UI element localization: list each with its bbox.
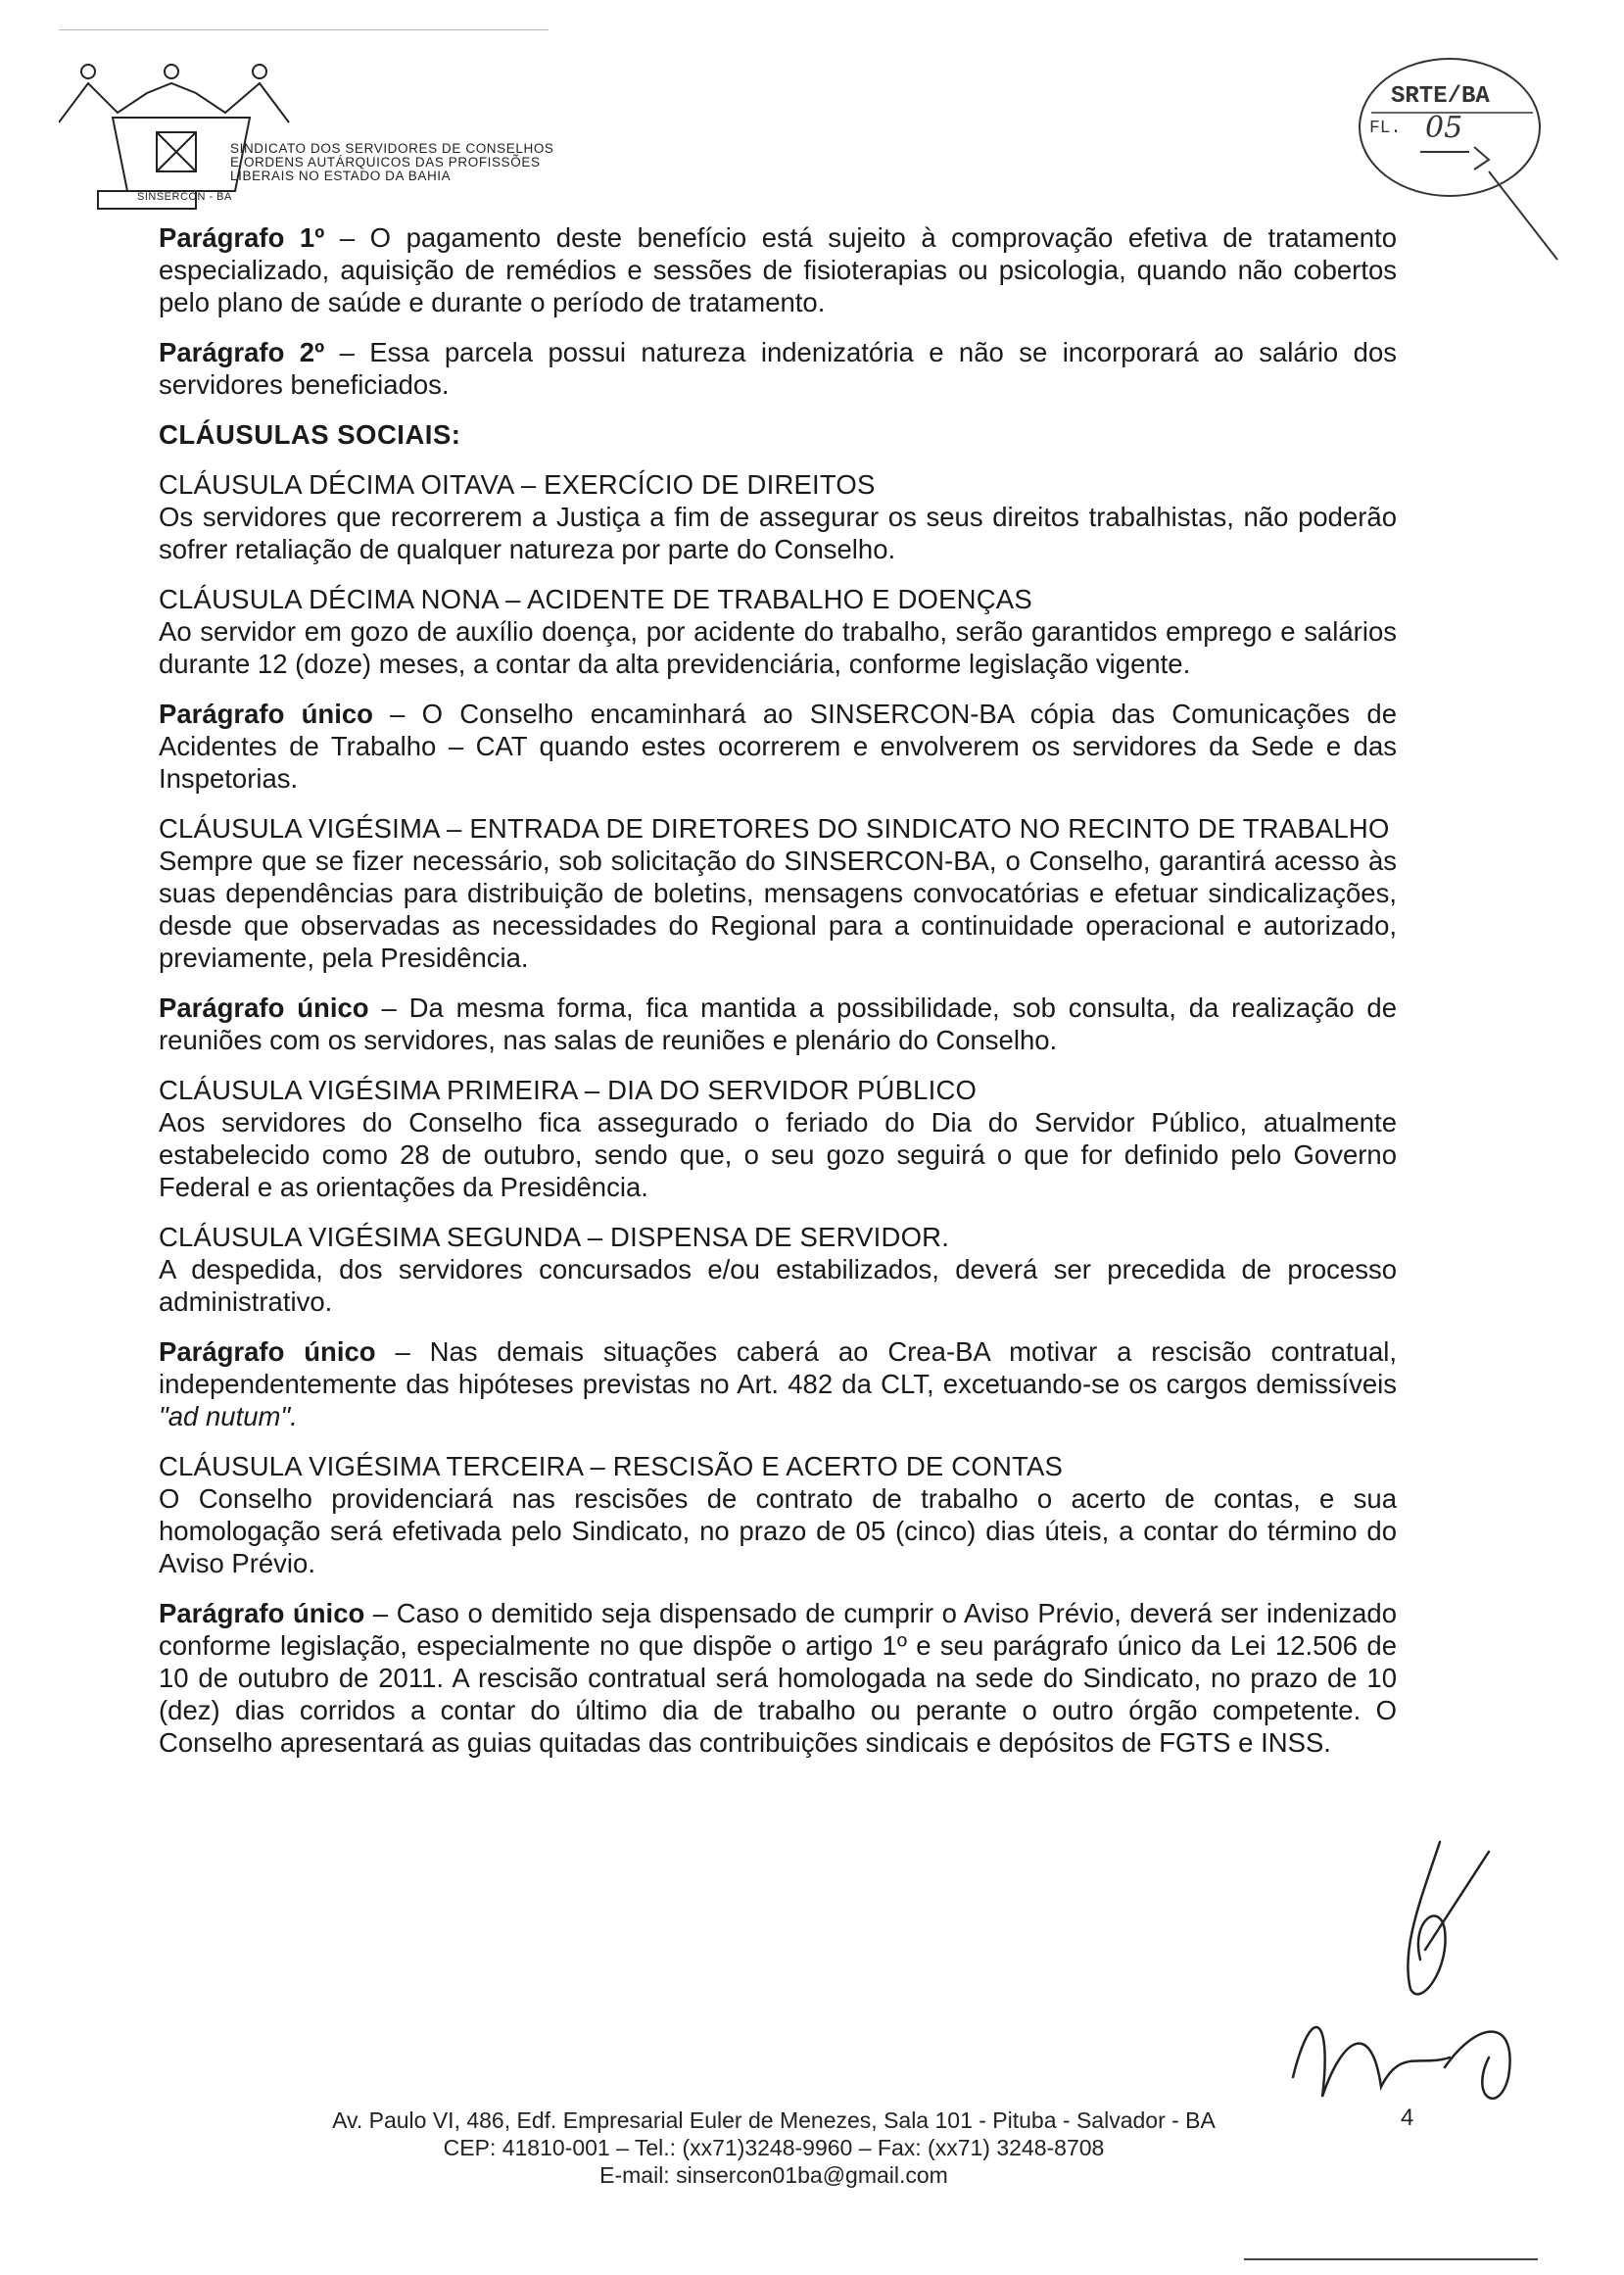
clause-19 — [159, 583, 1397, 680]
paragraph-text: – Nas demais situações caberá ao Crea-BA motivar a rescisão contratual, independentemente das hipóteses previstas no Art. 482 da CLT, excetuando-se os cargos demissíveis — [159, 1336, 1397, 1399]
footer-rule — [1244, 2258, 1538, 2260]
sinsercon-logo — [59, 54, 568, 211]
footer — [235, 2106, 1313, 2189]
clause-title: CLÁUSULA VIGÉSIMA PRIMEIRA – DIA DO SERVIDOR PÚBLICO — [159, 1075, 978, 1105]
clause-title: CLÁUSULA VIGÉSIMA – ENTRADA DE DIRETORES DO SINDICATO NO RECINTO DE TRABALHO — [159, 813, 1390, 844]
paragraph-label: Parágrafo único — [159, 1598, 365, 1628]
clause-23-sole-paragraph — [159, 1597, 1397, 1759]
clause-19-sole-paragraph — [159, 698, 1397, 795]
paragraph-1 — [159, 221, 1397, 318]
paragraph-text: – Da mesma forma, fica mantida a possibilidade, sob consulta, da realização de reuniões com os servidores, nas salas de reuniões e plenário do Conselho. — [159, 992, 1397, 1055]
clause-20 — [159, 812, 1397, 974]
footer-phones: CEP: 41810-001 – Tel.: (xx71)3248-9960 – Fax: (xx71) 3248-8708 — [443, 2135, 1105, 2160]
clause-text: Aos servidores do Conselho fica assegurado o feriado do Dia do Servidor Público, atualmente estabelecido como 28 de outubro, sendo que, o seu gozo seguirá o que for definido pelo Governo Federal e as orientações da Presidência. — [159, 1107, 1397, 1202]
clause-22 — [159, 1221, 1397, 1318]
clause-title: CLÁUSULA DÉCIMA NONA – ACIDENTE DE TRABALHO E DOENÇAS — [159, 584, 1032, 614]
clause-text: Sempre que se fizer necessário, sob solicitação do SINSERCON-BA, o Conselho, garantirá acesso às suas dependências para distribuição de boletins, mensagens convocatórias e efetuar sindicalizações, desde que observadas as necessidades do Regional para a continuidade operacional e autorizado, previamente, pela Presidência. — [159, 846, 1397, 973]
page-number: 4 — [1401, 2105, 1414, 2131]
logo-line-3: LIBERAIS NO ESTADO DA BAHIA — [230, 169, 452, 183]
paragraph-text: – O Conselho encaminhará ao SINSERCON-BA cópia das Comunicações de Acidentes de Trabalho – CAT quando estes ocorrerem e envolverem os servidores da Sede e das Inspetorias. — [159, 699, 1397, 794]
clause-20-sole-paragraph — [159, 992, 1397, 1056]
logo-text — [230, 142, 554, 183]
clause-text: Ao servidor em gozo de auxílio doença, por acidente do trabalho, serão garantidos emprego e salários durante 12 (doze) meses, a contar da alta previdenciária, conforme legislação vigente. — [159, 616, 1397, 679]
paragraph-label: Parágrafo 1º — [159, 222, 325, 253]
paragraph-text: – Caso o demitido seja dispensado de cumprir o Aviso Prévio, deverá ser indenizado conforme legislação, especialmente no que dispõe o artigo 1º e seu parágrafo único da Lei 12.506 de 10 de outubro de 2011. A rescisão contratual será homologada na sede do Sindicato, no prazo de 10 (dez) dias corridos a contar do último dia de trabalho ou perante o outro órgão competente. O Conselho apresentará as guias quitadas das contribuições sindicais e depósitos de FGTS e INSS. — [159, 1598, 1397, 1758]
paragraph-text: – O pagamento deste benefício está sujeito à comprovação efetiva de tratamento especializado, aquisição de remédios e sessões de fisioterapias ou psicologia, quando não cobertos pelo plano de saúde e durante o período de tratamento. — [159, 222, 1397, 317]
footer-email: E-mail: sinsercon01ba@gmail.com — [599, 2162, 948, 2188]
clause-text: O Conselho providenciará nas rescisões de contrato de trabalho o acerto de contas, e sua homologação será efetivada pelo Sindicato, no prazo de 05 (cinco) dias úteis, a contar do término do Aviso Prévio. — [159, 1483, 1397, 1578]
clause-21 — [159, 1074, 1397, 1203]
people-emblem-icon — [59, 54, 382, 211]
signature-scribble-icon — [1254, 1822, 1548, 2136]
section-heading: CLÁUSULAS SOCIAIS: — [159, 419, 461, 450]
document-body — [159, 221, 1397, 1776]
paragraph-2 — [159, 336, 1397, 401]
clause-text: Os servidores que recorrerem a Justiça a fim de assegurar os seus direitos trabalhistas, não poderão sofrer retaliação de qualquer natureza por parte do Conselho. — [159, 502, 1397, 564]
stamp-fl-label: FL. — [1369, 119, 1402, 138]
paragraph-label: Parágrafo único — [159, 992, 369, 1023]
clause-text: A despedida, dos servidores concursados e/ou estabilizados, deverá ser precedida de processo administrativo. — [159, 1254, 1397, 1317]
paragraph-label: Parágrafo 2º — [159, 337, 325, 367]
footer-address: Av. Paulo VI, 486, Edf. Empresarial Euler de Menezes, Sala 101 - Pituba - Salvador - BA — [332, 2107, 1216, 2133]
clause-title: CLÁUSULA DÉCIMA OITAVA – EXERCÍCIO DE DIREITOS — [159, 469, 876, 500]
paragraph-label: Parágrafo único — [159, 1336, 376, 1367]
clause-18 — [159, 468, 1397, 565]
clause-title: CLÁUSULA VIGÉSIMA SEGUNDA – DISPENSA DE SERVIDOR. — [159, 1222, 950, 1252]
logo-line-2: E ORDENS AUTÁRQUICOS DAS PROFISSÕES — [230, 155, 541, 169]
logo-line-1: SINDICATO DOS SERVIDORES DE CONSELHOS — [230, 141, 554, 156]
header-rule — [59, 29, 549, 30]
latin-term: "ad nutum". — [159, 1401, 298, 1431]
clause-22-sole-paragraph — [159, 1335, 1397, 1432]
paragraph-label: Parágrafo único — [159, 699, 373, 729]
clause-title: CLÁUSULA VIGÉSIMA TERCEIRA – RESCISÃO E ACERTO DE CONTAS — [159, 1451, 1064, 1481]
handwritten-signature — [1254, 1822, 1548, 2136]
clause-23 — [159, 1450, 1397, 1579]
logo-name: SINSERCON - BA — [137, 191, 232, 203]
stamp-page-number: 05 — [1425, 111, 1463, 145]
paragraph-text: – Essa parcela possui natureza indenizatória e não se incorporará ao salário dos servidores beneficiados. — [159, 337, 1397, 400]
stamp-title: SRTE/BA — [1391, 83, 1490, 110]
